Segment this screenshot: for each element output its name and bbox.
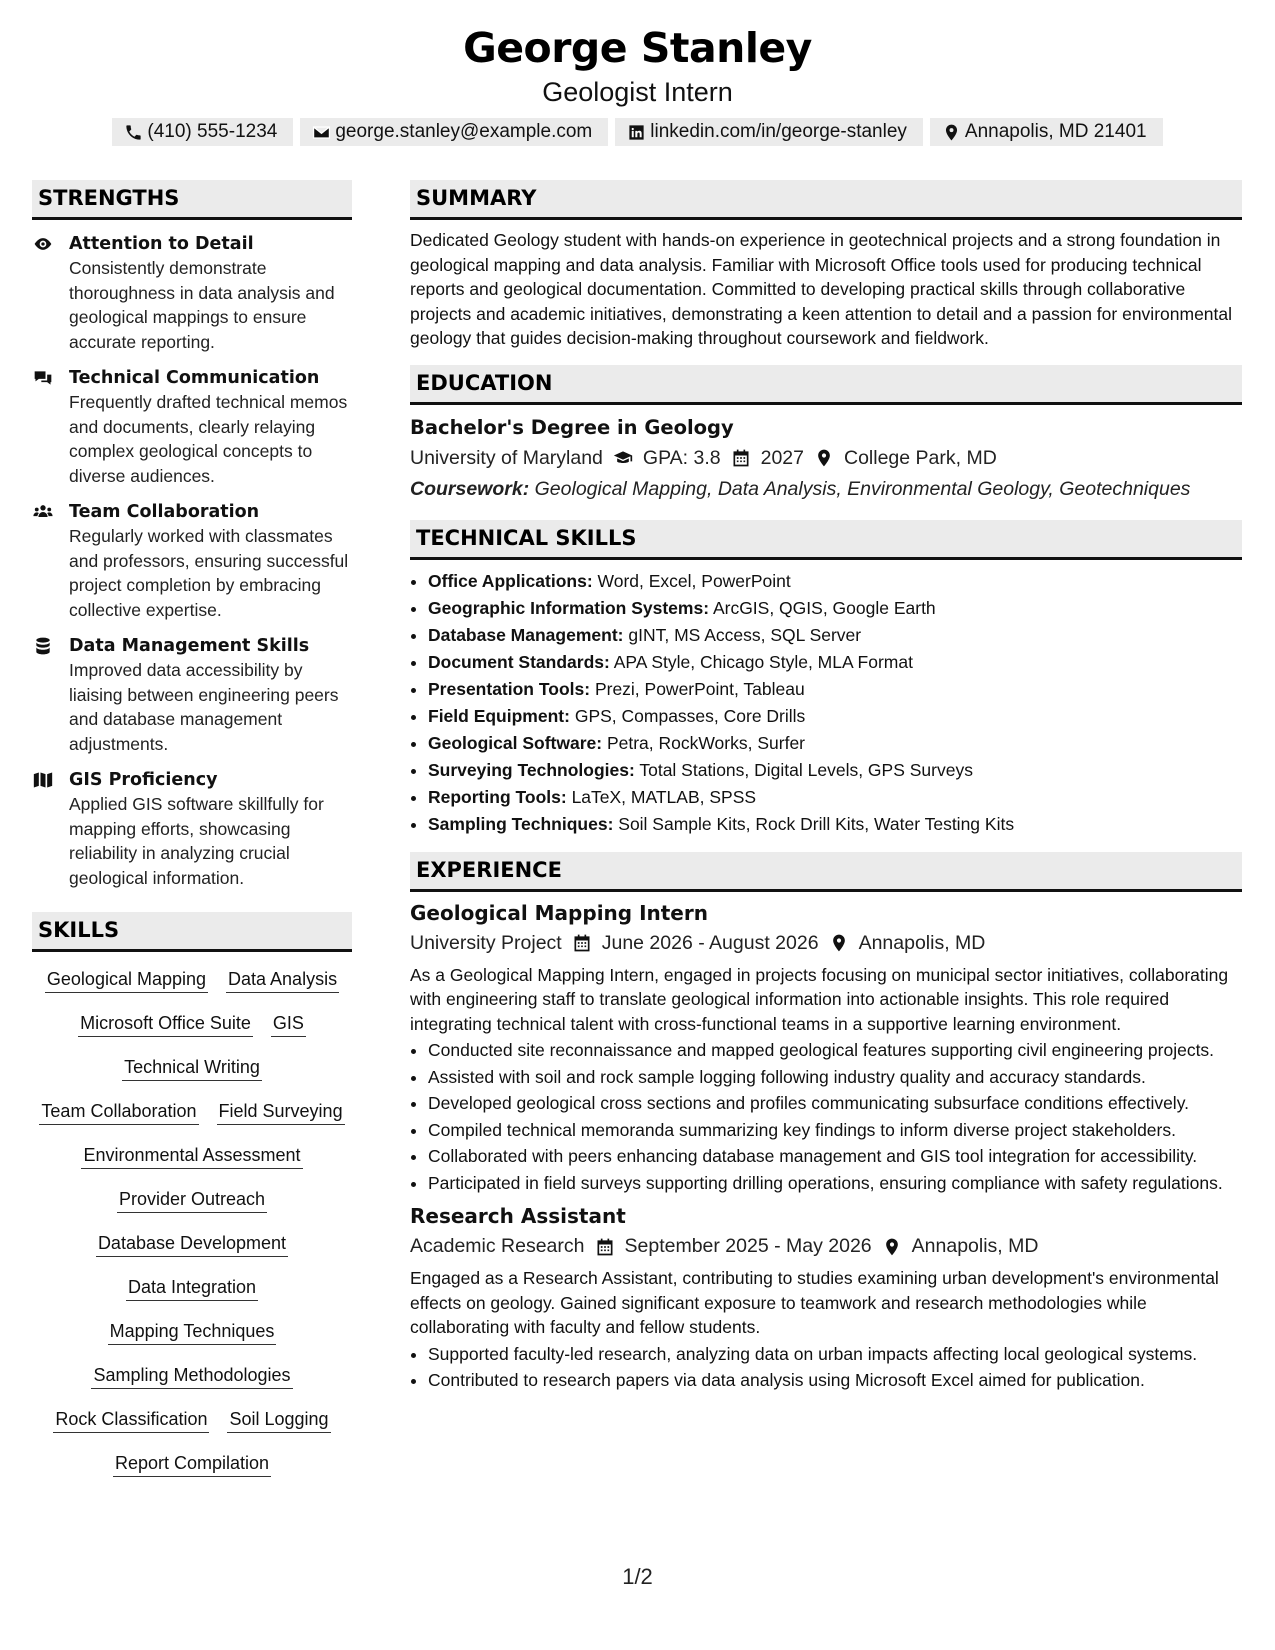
candidate-name: George Stanley [463, 24, 812, 72]
candidate-title: Geologist Intern [542, 77, 733, 107]
calendar-icon [572, 933, 592, 953]
job-location: Annapolis, MD [858, 931, 986, 954]
map-icon [32, 770, 54, 790]
skill-tag: Provider Outreach [117, 1186, 267, 1213]
location-text: Annapolis, MD 21401 [964, 121, 1147, 142]
comments-icon [32, 368, 54, 388]
strength-title: GIS Proficiency [69, 770, 218, 790]
job-description: Engaged as a Research Assistant, contributing to studies examining urban development's environmental effects on geology. Gained significant exposure to teamwork and research methodologies while collaborating with faculty and fellow students. [410, 1268, 1219, 1337]
strength-desc: Frequently drafted technical memos and documents, clearly relaying complex geological concepts to diverse audiences. [69, 392, 348, 486]
degree-title: Bachelor's Degree in Geology [410, 415, 734, 439]
experience-heading: EXPERIENCE [410, 852, 1242, 892]
school-name: University of Maryland [410, 446, 603, 469]
calendar-icon [731, 448, 751, 468]
skill-tag: Mapping Techniques [108, 1318, 277, 1345]
contact-linkedin[interactable] [615, 118, 923, 146]
grad-year: 2027 [760, 446, 804, 469]
tech-skill-item: • Geological Software: Petra, RockWorks, Surfer [428, 730, 1242, 757]
strength-item [32, 768, 352, 890]
job-bullet: • Compiled technical memoranda summarizing key findings to inform diverse project stakeholders. [428, 1118, 1242, 1143]
strength-desc: Applied GIS software skillfully for mapping efforts, showcasing reliability in analyzing crucial geological information. [69, 794, 324, 888]
skill-tag: Sampling Methodologies [91, 1362, 292, 1389]
map-marker-icon [882, 1237, 902, 1257]
education-meta [410, 443, 1242, 474]
map-marker-icon [942, 123, 961, 142]
job-entry [410, 1201, 1242, 1393]
coursework-list: Geological Mapping, Data Analysis, Environmental Geology, Geotechniques [534, 477, 1191, 500]
coursework-line [410, 474, 1242, 504]
map-marker-icon [829, 933, 849, 953]
skill-tag: Rock Classification [53, 1406, 209, 1433]
phone-icon [124, 123, 143, 142]
right-column [410, 180, 1242, 1393]
skill-tag: Soil Logging [227, 1406, 330, 1433]
strength-desc: Regularly worked with classmates and professors, ensuring successful project completion by embracing collective expertise. [69, 526, 349, 620]
job-entry [410, 898, 1242, 1196]
strength-desc: Consistently demonstrate thoroughness in data analysis and geological mappings to ensure accurate reporting. [69, 258, 335, 352]
job-bullet: • Developed geological cross sections and profiles communicating subsurface conditions effectively. [428, 1091, 1242, 1116]
strengths-heading: STRENGTHS [32, 180, 352, 220]
job-dates: June 2026 - August 2026 [601, 931, 819, 954]
map-marker-icon [814, 448, 834, 468]
skills-heading: SKILLS [32, 912, 352, 952]
job-bullets [410, 1038, 1242, 1195]
job-meta [410, 928, 1242, 959]
education-heading: EDUCATION [410, 365, 1242, 405]
tech-skill-item: • Geographic Information Systems: ArcGIS, QGIS, Google Earth [428, 595, 1242, 622]
contact-email[interactable] [300, 118, 608, 146]
summary-text: Dedicated Geology student with hands-on experience in geotechnical projects and a strong foundation in geological mapping and data analysis. Familiar with Microsoft Office tools used for producing technical reports and geological documentation. Committed to developing practical skills through collaborative projects and academic initiatives, demonstrating a keen attention to detail and a passion for environmental geology that guides decision-making throughout coursework and fieldwork. [410, 230, 1233, 348]
strength-item [32, 366, 352, 488]
graduation-cap-icon [613, 448, 633, 468]
skill-tag: Data Analysis [226, 966, 339, 993]
calendar-icon [595, 1237, 615, 1257]
tech-skill-item: • Presentation Tools: Prezi, PowerPoint, Tableau [428, 676, 1242, 703]
phone-text: (410) 555-1234 [147, 121, 278, 142]
strength-item [32, 232, 352, 354]
job-location: Annapolis, MD [911, 1235, 1039, 1257]
job-description: As a Geological Mapping Intern, engaged in projects focusing on municipal sector initiatives, collaborating with engineering staff to translate geological information into actionable insights. This role required integrating technical talent with cross-functional teams in a supportive learning environment. [410, 964, 1229, 1034]
gpa-text: GPA: 3.8 [642, 446, 721, 469]
linkedin-text: linkedin.com/in/george-stanley [650, 121, 907, 142]
strength-title: Data Management Skills [69, 636, 310, 656]
job-org: University Project [410, 931, 562, 954]
skill-tag: Team Collaboration [39, 1098, 198, 1125]
job-meta [410, 1231, 1242, 1262]
skill-tag: Field Surveying [217, 1098, 345, 1125]
users-icon [32, 502, 54, 522]
email-text: george.stanley@example.com [335, 121, 593, 142]
job-bullets [410, 1342, 1242, 1393]
skill-tag: GIS [271, 1010, 306, 1037]
skill-tag: Technical Writing [122, 1054, 262, 1081]
tech-skill-item: • Field Equipment: GPS, Compasses, Core Drills [428, 703, 1242, 730]
tech-skill-item: • Reporting Tools: LaTeX, MATLAB, SPSS [428, 784, 1242, 811]
strength-title: Team Collaboration [69, 502, 260, 522]
skill-tag: Database Development [96, 1230, 288, 1257]
coursework-label: Coursework: [410, 477, 530, 500]
skill-tag: Geological Mapping [45, 966, 208, 993]
job-dates: September 2025 - May 2026 [624, 1235, 872, 1257]
technical-skills-heading: TECHNICAL SKILLS [410, 520, 1242, 560]
job-bullet: • Assisted with soil and rock sample logging following industry quality and accuracy standards. [428, 1065, 1242, 1090]
strength-item [32, 634, 352, 756]
skill-tag: Environmental Assessment [81, 1142, 302, 1169]
linkedin-icon [627, 123, 646, 142]
contact-bar [0, 118, 1275, 146]
education-entry [410, 413, 1242, 504]
skills-list [32, 966, 352, 1477]
strength-title: Technical Communication [69, 368, 320, 388]
tech-skill-item: • Database Management: gINT, MS Access, SQL Server [428, 622, 1242, 649]
skill-tag: Data Integration [126, 1274, 258, 1301]
job-org: Academic Research [410, 1235, 585, 1257]
envelope-icon [312, 123, 331, 142]
job-title: Research Assistant [410, 1204, 626, 1228]
job-bullet: • Supported faculty-led research, analyzing data on urban impacts affecting local geological systems. [428, 1342, 1242, 1367]
technical-skills-list [410, 568, 1242, 838]
strength-title: Attention to Detail [69, 234, 254, 254]
job-bullet: • Conducted site reconnaissance and mapped geological features supporting civil engineering projects. [428, 1038, 1242, 1063]
job-bullet: • Participated in field surveys supporting drilling operations, ensuring compliance with safety regulations. [428, 1171, 1242, 1196]
page-indicator: 1/2 [622, 1564, 653, 1589]
contact-location [930, 118, 1163, 146]
strength-desc: Improved data accessibility by liaising between engineering peers and database management adjustments. [69, 660, 339, 754]
tech-skill-item: • Document Standards: APA Style, Chicago Style, MLA Format [428, 649, 1242, 676]
summary-heading: SUMMARY [410, 180, 1242, 220]
tech-skill-item: • Office Applications: Word, Excel, PowerPoint [428, 568, 1242, 595]
job-bullet: • Contributed to research papers via data analysis using Microsoft Excel aimed for publication. [428, 1368, 1242, 1393]
job-bullet: • Collaborated with peers enhancing database management and GIS tool integration for accessibility. [428, 1144, 1242, 1169]
skill-tag: Microsoft Office Suite [78, 1010, 253, 1037]
job-title: Geological Mapping Intern [410, 900, 708, 925]
eye-icon [32, 234, 54, 254]
school-location: College Park, MD [843, 446, 997, 469]
resume-header [0, 0, 1275, 146]
strength-item [32, 500, 352, 622]
skill-tag: Report Compilation [113, 1450, 271, 1477]
tech-skill-item: • Surveying Technologies: Total Stations, Digital Levels, GPS Surveys [428, 757, 1242, 784]
database-icon [32, 636, 54, 656]
contact-phone [112, 118, 293, 146]
left-column [32, 180, 352, 1477]
tech-skill-item: • Sampling Techniques: Soil Sample Kits, Rock Drill Kits, Water Testing Kits [428, 811, 1242, 838]
